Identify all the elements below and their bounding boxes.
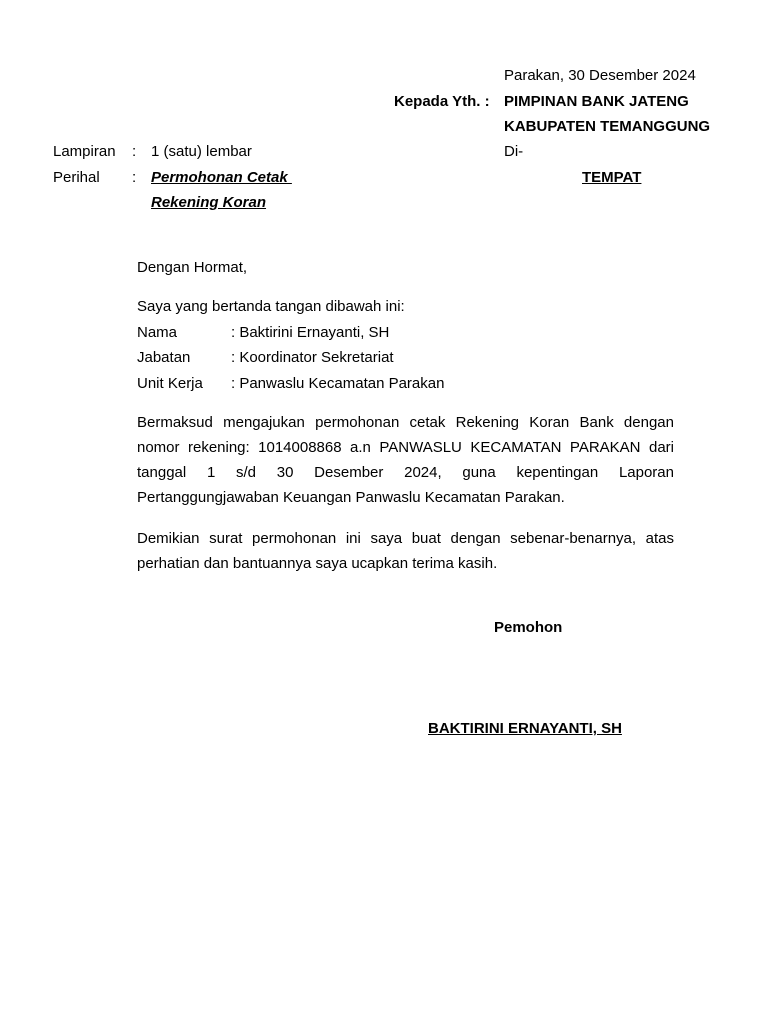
tempat-label: TEMPAT bbox=[582, 169, 642, 186]
greeting: Dengan Hormat, bbox=[137, 259, 248, 276]
lampiran-label: Lampiran bbox=[53, 143, 116, 160]
recipient-line-2: KABUPATEN TEMANGGUNG bbox=[504, 118, 711, 135]
field-row-nama bbox=[137, 324, 389, 342]
perihal-line-1: Permohonan Cetak bbox=[151, 169, 292, 186]
di-label: Di- bbox=[504, 143, 524, 160]
field-value: : Panwaslu Kecamatan Parakan bbox=[231, 375, 445, 392]
field-label: Jabatan bbox=[137, 349, 191, 366]
recipient-line-1: PIMPINAN BANK JATENG bbox=[504, 93, 689, 110]
perihal-line-2: Rekening Koran bbox=[151, 194, 267, 211]
field-label: Nama bbox=[137, 324, 178, 341]
signature-name: BAKTIRINI ERNAYANTI, SH bbox=[428, 720, 622, 737]
perihal-label: Perihal bbox=[53, 169, 100, 186]
signature-title: Pemohon bbox=[494, 619, 563, 636]
field-value: : Baktirini Ernayanti, SH bbox=[231, 324, 390, 341]
field-row-jabatan bbox=[137, 349, 394, 367]
paragraph-closing: Demikian surat permohonan ini saya buat dengan sebenar-benarnya, atas perhatian dan bantuannya saya ucapkan terima kasih. bbox=[137, 530, 674, 572]
intro-line: Saya yang bertanda tangan dibawah ini: bbox=[137, 298, 405, 315]
perihal-colon: : bbox=[132, 169, 137, 186]
lampiran-colon: : bbox=[132, 143, 137, 160]
place-date: Parakan, 30 Desember 2024 bbox=[504, 67, 696, 84]
paragraph-request: Bermaksud mengajukan permohonan cetak Rekening Koran Bank dengan nomor rekening: 1014008868 a.n PANWASLU KECAMATAN PARAKAN dari tanggal 1 s/d 30 Desember 2024, guna kepentingan Laporan Pertanggungjawaban Keuangan Panwaslu Kecamatan Parakan. bbox=[137, 414, 674, 506]
field-label: Unit Kerja bbox=[137, 375, 203, 392]
field-value: : Koordinator Sekretariat bbox=[231, 349, 394, 366]
recipient-label: Kepada Yth. : bbox=[394, 93, 490, 110]
lampiran-value: 1 (satu) lembar bbox=[151, 143, 252, 160]
field-row-unit-kerja bbox=[137, 375, 444, 393]
